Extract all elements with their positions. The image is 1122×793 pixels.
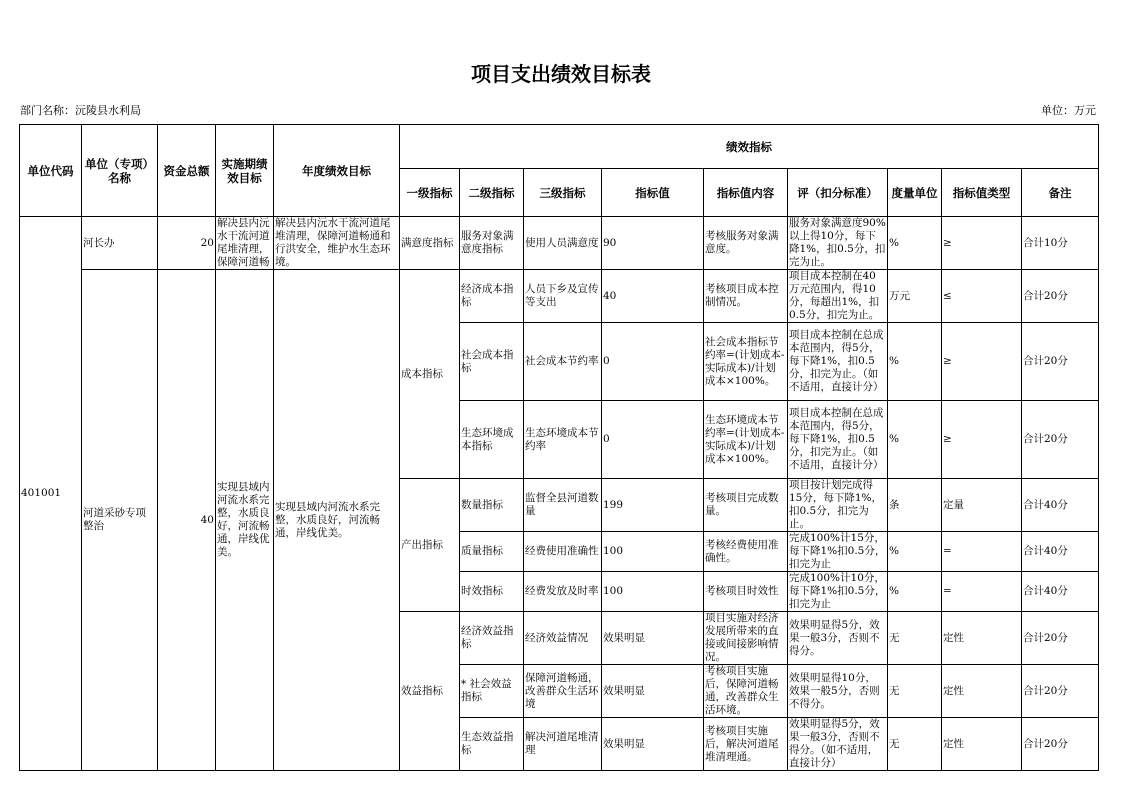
remark-cell: 合计40分: [1022, 572, 1099, 612]
content-cell: 项目实施对经济发展所带来的直接或间接影响情况。: [704, 612, 788, 665]
level3-cell: 经济效益情况: [524, 612, 602, 665]
header-level2: 二级指标: [460, 169, 524, 217]
header-value-type: 指标值类型: [942, 169, 1022, 217]
level2-cell: 生态效益指标: [460, 718, 524, 771]
header-measure-unit: 度量单位: [888, 169, 942, 217]
unit-label: 单位：万元: [1041, 104, 1096, 117]
scoring-cell: 效果明显得5分，效果一般3分，否则不得分。（如不适用，直接计分）: [788, 718, 888, 771]
scoring-cell: 项目按计划完成得15分，每下降1%，扣0.5分，扣完为止。: [788, 479, 888, 532]
level3-cell: 解决河道尾堆清理: [524, 718, 602, 771]
header-value: 指标值: [602, 169, 704, 217]
content-cell: 社会成本指标节约率=(计划成本-实际成本)/计划成本×100%。: [704, 323, 788, 401]
unit-cell: %: [888, 323, 942, 401]
header-unit-name: 单位（专项）名称: [82, 125, 158, 217]
remark-cell: 合计20分: [1022, 612, 1099, 665]
level3-cell: 使用人员满意度: [524, 217, 602, 270]
type-cell: 定量: [942, 479, 1022, 532]
impl-target-text: 解决县内沅水干流河道尾堆清理，保障河道畅: [217, 217, 270, 268]
level2-cell: 服务对象满意度指标: [460, 217, 524, 270]
header-value-content: 指标值内容: [704, 169, 788, 217]
project-funds: 40: [158, 270, 216, 771]
scoring-cell: 服务对象满意度90%以上得10分，每下降1%，扣0.5分，扣完为止。: [789, 217, 886, 268]
content-cell: 考核项目时效性: [704, 572, 788, 612]
type-cell: 定性: [942, 718, 1022, 771]
value-cell: 效果明显: [602, 665, 704, 718]
level3-cell: 人员下乡及宣传等支出: [524, 270, 602, 323]
unit-cell: 万元: [888, 270, 942, 323]
remark-cell: 合计20分: [1022, 718, 1099, 771]
header-level3: 三级指标: [524, 169, 602, 217]
content-cell: 考核项目成本控制情况。: [704, 270, 788, 323]
project-funds: 20: [158, 217, 216, 270]
content-cell: 考核经费使用准确性。: [704, 532, 788, 572]
type-cell: ≤: [942, 270, 1022, 323]
header-remark: 备注: [1022, 169, 1099, 217]
annual-target: 实现县域内河流水系完整，水质良好，河流畅通，岸线优美。: [274, 270, 400, 771]
annual-target-text: 解决县内沅水干流河道尾堆清理，保障河道畅通和行洪安全，维护水生态环境。: [275, 217, 391, 268]
header-perf-indicators: 绩效指标: [400, 125, 1099, 169]
level2-cell: 经济效益指标: [460, 612, 524, 665]
header-level1: 一级指标: [400, 169, 460, 217]
remark-cell: 合计10分: [1022, 217, 1099, 270]
project-name: 河长办: [82, 217, 158, 270]
type-cell: ≥: [942, 323, 1022, 401]
header-scoring: 评（扣分标准）: [788, 169, 888, 217]
project-name: 河道采砂专项整治: [82, 270, 158, 771]
content-cell: 考核项目实施后，解决河道尾堆清理通。: [704, 718, 788, 771]
level2-cell: 生态环境成本指标: [460, 401, 524, 479]
remark-cell: 合计40分: [1022, 479, 1099, 532]
level1-output: 产出指标: [400, 479, 460, 612]
department-label: 部门名称：沅陵县水利局: [20, 104, 141, 117]
value-cell: 90: [602, 217, 704, 270]
value-cell: 100: [602, 572, 704, 612]
level1-benefit: 效益指标: [400, 612, 460, 771]
type-cell: 定性: [942, 612, 1022, 665]
scoring-cell: 效果明显得5分，效果一般3分，否则不得分。: [788, 612, 888, 665]
remark-cell: 合计20分: [1022, 665, 1099, 718]
scoring-cell: 项目成本控制在总成本范围内，得5分，每下降1%，扣0.5分，扣完为止。（如不适用，直接计分）: [788, 323, 888, 401]
scoring-cell: 项目成本控制在总成本范围内，得5分，每下降1%，扣0.5分，扣完为止。（如不适用，直接计分）: [788, 401, 888, 479]
level3-cell: 经费使用准确性: [524, 532, 602, 572]
level2-cell: 社会成本指标: [460, 323, 524, 401]
level1-satisfaction: 满意度指标: [400, 217, 460, 270]
level3-cell: 经费发放及时率: [524, 572, 602, 612]
level2-cell: * 社会效益指标: [460, 665, 524, 718]
scoring-cell: 完成100%计10分，每下降1%扣0.5分，扣完为止: [788, 572, 888, 612]
level1-cost: 成本指标: [400, 270, 460, 479]
level2-cell: 数量指标: [460, 479, 524, 532]
scoring-cell: 效果明显得10分，效果一般5分，否则不得分。: [788, 665, 888, 718]
type-cell: ≥: [942, 401, 1022, 479]
unit-cell: 条: [888, 479, 942, 532]
type-cell: 定性: [942, 665, 1022, 718]
scoring-cell: 完成100%计15分，每下降1%扣0.5分，扣完为止: [788, 532, 888, 572]
page-title: 项目支出绩效目标表: [471, 62, 651, 86]
scoring-cell: 项目成本控制在40万元范围内，得10分，每超出1%，扣0.5分，扣完为止。: [788, 270, 888, 323]
content-cell: 生态环境成本节约率=(计划成本-实际成本)/计划成本×100%。: [704, 401, 788, 479]
annual-target: [274, 217, 400, 270]
unit-cell: 无: [888, 718, 942, 771]
level2-cell: 经济成本指标: [460, 270, 524, 323]
unit-cell: %: [888, 532, 942, 572]
content-cell: 考核项目实施后，保障河道畅通，改善群众生活环境。: [704, 665, 788, 718]
unit-cell: 无: [888, 665, 942, 718]
header-funds: 资金总额: [158, 125, 216, 217]
remark-cell: 合计20分: [1022, 323, 1099, 401]
type-cell: =: [942, 532, 1022, 572]
type-cell: =: [942, 572, 1022, 612]
level2-cell: 质量指标: [460, 532, 524, 572]
value-cell: 效果明显: [602, 718, 704, 771]
value-cell: 效果明显: [602, 612, 704, 665]
header-impl-target: 实施期绩效目标: [216, 125, 274, 217]
remark-cell: 合计40分: [1022, 532, 1099, 572]
value-cell: 40: [602, 270, 704, 323]
unit-cell: %: [888, 217, 942, 270]
value-cell: 100: [602, 532, 704, 572]
content-cell: 考核服务对象满意度。: [704, 217, 788, 270]
remark-cell: 合计20分: [1022, 401, 1099, 479]
value-cell: 0: [602, 401, 704, 479]
level3-cell: 监督全县河道数量: [524, 479, 602, 532]
level2-cell: 时效指标: [460, 572, 524, 612]
type-cell: ≥: [942, 217, 1022, 270]
header-unit-code: 单位代码: [20, 125, 82, 217]
unit-cell: %: [888, 572, 942, 612]
unit-code-cell: 401001: [20, 217, 82, 771]
unit-cell: 无: [888, 612, 942, 665]
value-cell: 0: [602, 323, 704, 401]
remark-cell: 合计20分: [1022, 270, 1099, 323]
content-cell: 考核项目完成数量。: [704, 479, 788, 532]
value-cell: 199: [602, 479, 704, 532]
level3-cell: 保障河道畅通，改善群众生活环境: [524, 665, 602, 718]
performance-table: [19, 124, 1099, 771]
unit-cell: %: [888, 401, 942, 479]
impl-target: [216, 217, 274, 270]
level3-cell: 生态环境成本节约率: [524, 401, 602, 479]
header-annual-target: 年度绩效目标: [274, 125, 400, 217]
level3-cell: 社会成本节约率: [524, 323, 602, 401]
impl-target: 实现县域内河流水系完整，水质良好，河流畅通，岸线优美。: [216, 270, 274, 771]
